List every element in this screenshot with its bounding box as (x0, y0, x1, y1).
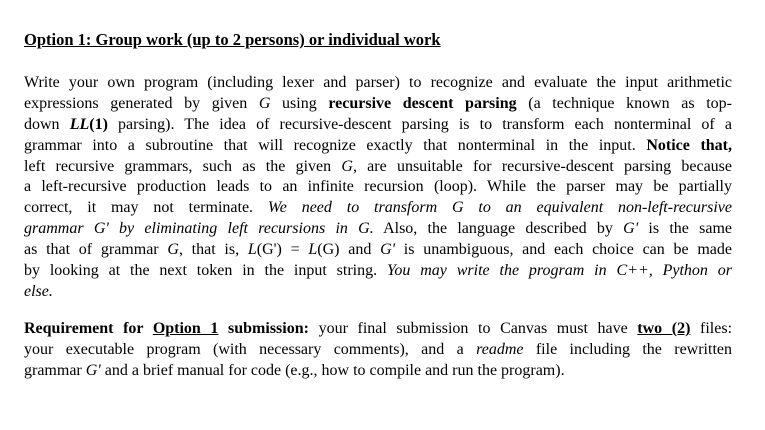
grammar-symbol: G (258, 94, 271, 112)
bold-term: submission: (218, 320, 309, 337)
text-run: , are unsuitable for recursive-descent parsing because (352, 157, 733, 175)
text-line (24, 261, 732, 282)
text-line (24, 136, 732, 157)
text-run: and a brief manual for code (e.g., how to compile and run the program). (100, 361, 565, 379)
text-run: down (24, 115, 70, 133)
grammar-symbol: G' (380, 241, 396, 259)
grammar-symbol: L (247, 241, 257, 259)
text-run: grammar into a subroutine that will recognize exactly that nonterminal in the input. (24, 136, 647, 154)
grammar-symbol: L (308, 241, 318, 259)
italic-text: grammar G' by eliminating left recursions in G. (24, 220, 374, 238)
text-run: your final submission to Canvas must have (308, 320, 638, 337)
text-run: expressions generated by given (24, 94, 259, 112)
text-run: is unambiguous, and each choice can be made (395, 241, 733, 259)
bold-term: Requirement for (24, 320, 153, 337)
text-run: Write your own program (including lexer and parser) to recognize and evaluate the input arithmetic (24, 74, 732, 91)
text-line (24, 219, 732, 240)
text-line (24, 319, 732, 340)
text-line (24, 240, 732, 261)
text-run: (a technique known as top- (516, 94, 733, 112)
italic-text: We need to transform G to an equivalent non-left-recursive (267, 199, 733, 217)
text-line (24, 115, 732, 136)
text-run: a left-recursive production leads to an infinite recursion (loop). While the parser may be partially (24, 178, 732, 196)
text-line (24, 198, 732, 219)
text-run: (G) and (317, 241, 381, 259)
text-line (24, 94, 732, 115)
bold-term: Notice that, (646, 136, 732, 154)
bold-term: LL (69, 115, 90, 133)
grammar-symbol: G' (85, 361, 101, 379)
text-run: grammar (24, 361, 86, 379)
text-line (24, 340, 732, 361)
text-line (24, 282, 732, 303)
italic-text: You may write the program in C++, Python or (386, 262, 733, 280)
text-run: , that is, (178, 241, 248, 259)
text-line (24, 177, 732, 198)
text-run: file including the rewritten (523, 340, 732, 358)
grammar-symbol: G' (623, 220, 639, 238)
text-line (24, 361, 732, 382)
text-run: Also, the language described by (373, 220, 624, 238)
text-run: as that of grammar (24, 241, 168, 259)
text-run: (G') = (256, 241, 309, 259)
text-run: using (270, 94, 329, 112)
italic-text: readme (476, 340, 524, 358)
text-run: is the same (638, 220, 733, 238)
bold-term: recursive descent parsing (328, 94, 517, 112)
text-run: correct, it may not terminate. (24, 199, 268, 217)
text-run: your executable program (with necessary comments), and a (24, 340, 477, 358)
text-line (24, 73, 732, 94)
description-paragraph (24, 73, 732, 303)
text-run: left recursive grammars, such as the given (24, 157, 342, 175)
section-heading: Option 1: Group work (up to 2 persons) or individual work (24, 30, 441, 49)
text-run: parsing). The idea of recursive-descent parsing is to transform each nonterminal of a (107, 115, 732, 133)
text-run: files: (690, 320, 733, 337)
requirement-paragraph (24, 319, 732, 382)
text-run: by looking at the next token in the input string. (24, 262, 387, 280)
bold-underlined-term: two (2) (637, 320, 691, 337)
bold-term: (1) (89, 115, 108, 133)
bold-underlined-term: Option 1 (152, 320, 219, 337)
grammar-symbol: G (167, 241, 179, 259)
italic-text: else. (24, 282, 53, 300)
text-line (24, 157, 732, 178)
grammar-symbol: G (341, 157, 353, 175)
